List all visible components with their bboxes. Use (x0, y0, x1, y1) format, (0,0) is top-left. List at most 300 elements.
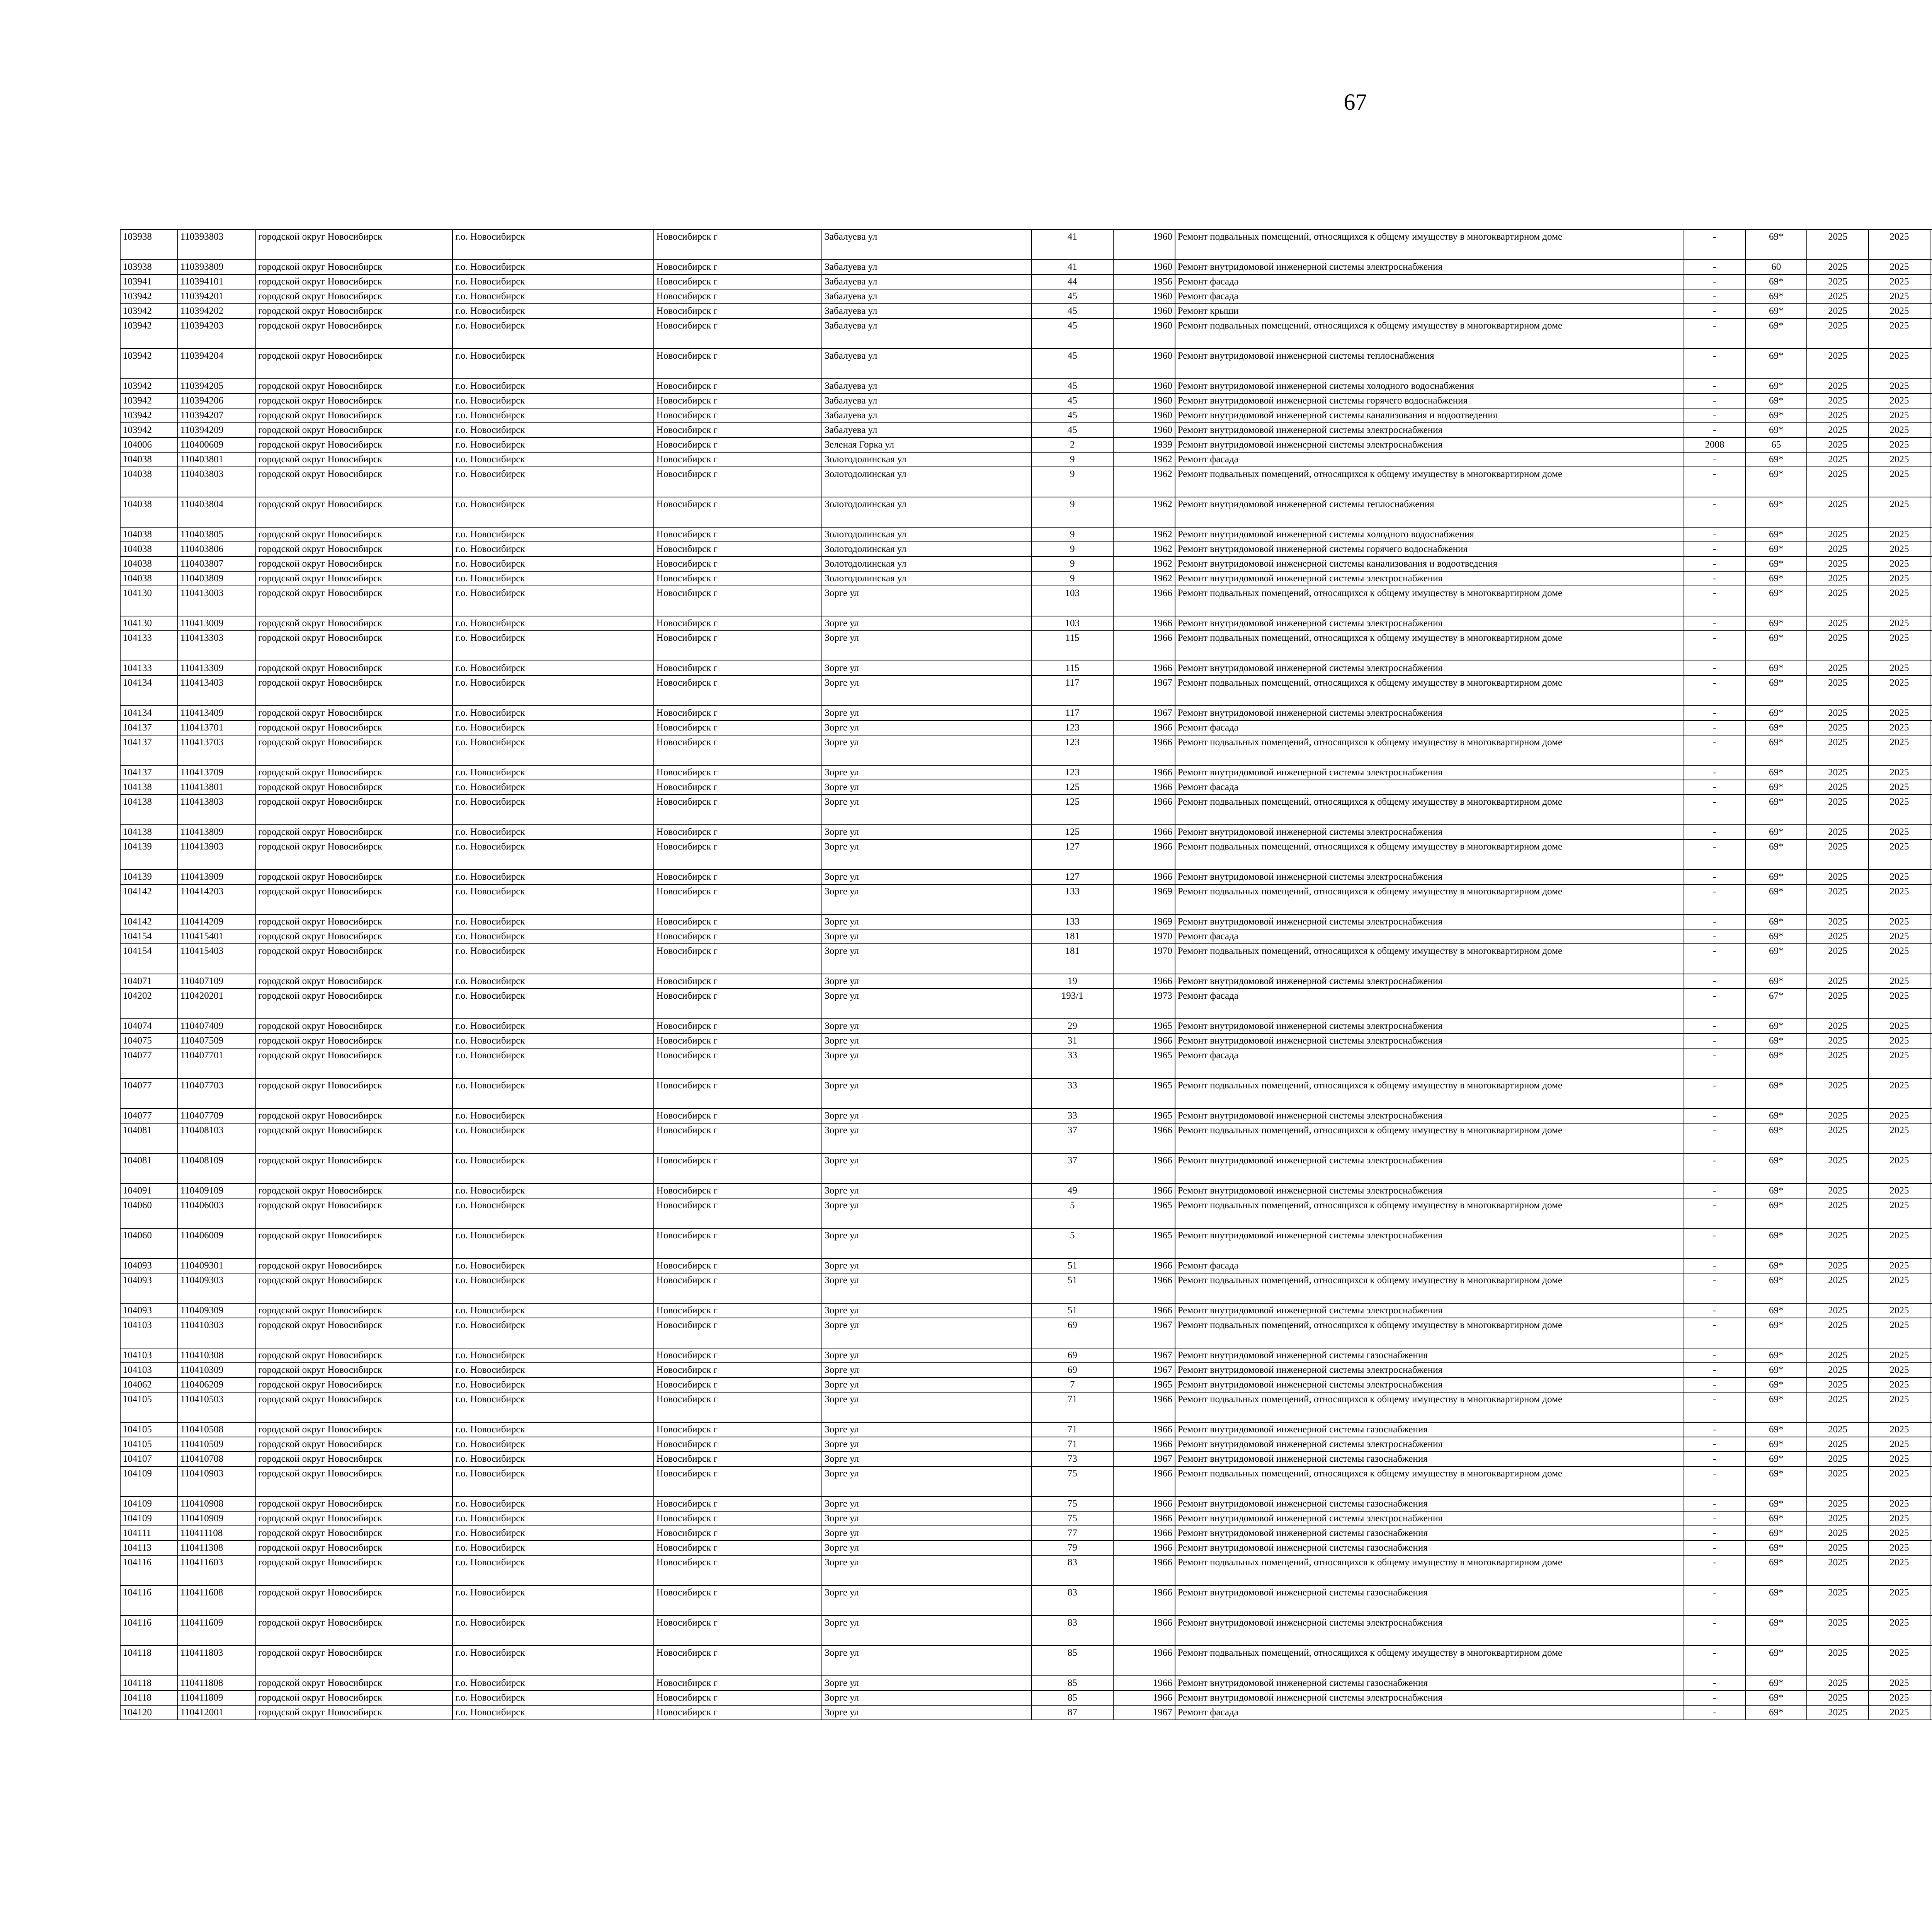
cell-build-year: 1966 (1113, 1033, 1175, 1048)
cell-house-number: 5 (1031, 1228, 1113, 1258)
table-row (120, 1392, 1932, 1422)
cell-settlement: Новосибирск г (654, 1363, 822, 1377)
cell-total-cost (1930, 795, 1932, 825)
cell-settlement: Новосибирск г (654, 706, 822, 720)
cell-work-id: 110411603 (178, 1555, 256, 1585)
cell-house-id: 103942 (120, 304, 178, 318)
cell-work-id: 110409303 (178, 1273, 256, 1303)
cell-total-cost (1930, 438, 1932, 452)
cell-settlement: Новосибирск г (654, 274, 822, 289)
cell-plan-year-end: 2025 (1869, 586, 1930, 616)
cell-work-type: Ремонт подвальных помещений, относящихся к общему имуществу в многоквартирном доме (1175, 631, 1684, 661)
cell-municipality: г.о. Новосибирск (452, 423, 653, 438)
cell-plan-year-start: 2025 (1807, 1555, 1868, 1585)
cell-work-id: 110409309 (178, 1303, 256, 1318)
cell-municipality: г.о. Новосибирск (452, 1153, 653, 1183)
cell-build-year: 1966 (1113, 1555, 1175, 1585)
cell-plan-year-end: 2025 (1869, 1153, 1930, 1183)
cell-work-id: 110394207 (178, 408, 256, 423)
cell-municipal-district: городской округ Новосибирск (256, 1348, 453, 1363)
cell-street: Золотодолинская ул (822, 542, 1031, 557)
cell-municipal-district: городской округ Новосибирск (256, 304, 453, 318)
cell-municipality: г.о. Новосибирск (452, 393, 653, 408)
cell-plan-year-start: 2025 (1807, 349, 1868, 379)
cell-settlement: Новосибирск г (654, 452, 822, 467)
cell-street: Зорге ул (822, 884, 1031, 914)
cell-street: Зорге ул (822, 1348, 1031, 1363)
cell-plan-year-start: 2025 (1807, 870, 1868, 884)
cell-plan-year-end: 2025 (1869, 825, 1930, 839)
cell-municipal-district: городской округ Новосибирск (256, 452, 453, 467)
cell-municipality: г.о. Новосибирск (452, 1437, 653, 1452)
cell-settlement: Новосибирск г (654, 1123, 822, 1153)
table-row (120, 260, 1932, 274)
cell-build-year: 1966 (1113, 974, 1175, 989)
table-row (120, 571, 1932, 586)
cell-prev-repair-year: - (1684, 274, 1745, 289)
cell-house-number: 181 (1031, 944, 1113, 974)
cell-house-id: 104062 (120, 1377, 178, 1392)
cell-wear-percent: 69* (1745, 1437, 1807, 1452)
table-row (120, 557, 1932, 571)
cell-total-cost (1930, 1437, 1932, 1452)
cell-wear-percent: 69* (1745, 304, 1807, 318)
cell-municipality: г.о. Новосибирск (452, 1526, 653, 1541)
cell-build-year: 1966 (1113, 1526, 1175, 1541)
cell-street: Зорге ул (822, 1108, 1031, 1123)
table-row (120, 1318, 1932, 1348)
cell-work-type: Ремонт фасада (1175, 929, 1684, 944)
cell-municipal-district: городской округ Новосибирск (256, 1048, 453, 1078)
cell-work-id: 110406009 (178, 1228, 256, 1258)
cell-build-year: 1960 (1113, 318, 1175, 349)
cell-plan-year-end: 2025 (1869, 438, 1930, 452)
cell-build-year: 1966 (1113, 1303, 1175, 1318)
cell-plan-year-start: 2025 (1807, 260, 1868, 274)
cell-work-id: 110394206 (178, 393, 256, 408)
cell-municipal-district: городской округ Новосибирск (256, 1496, 453, 1511)
cell-municipality: г.о. Новосибирск (452, 795, 653, 825)
cell-wear-percent: 69* (1745, 289, 1807, 304)
cell-municipality: г.о. Новосибирск (452, 765, 653, 780)
cell-plan-year-start: 2025 (1807, 1303, 1868, 1318)
table-row (120, 1273, 1932, 1303)
cell-total-cost (1930, 974, 1932, 989)
cell-prev-repair-year: - (1684, 289, 1745, 304)
cell-total-cost (1930, 1646, 1932, 1676)
cell-municipality: г.о. Новосибирск (452, 1048, 653, 1078)
cell-prev-repair-year: - (1684, 1377, 1745, 1392)
cell-work-type: Ремонт внутридомовой инженерной системы газоснабжения (1175, 1585, 1684, 1616)
cell-build-year: 1966 (1113, 839, 1175, 870)
cell-plan-year-start: 2025 (1807, 989, 1868, 1019)
cell-house-number: 51 (1031, 1303, 1113, 1318)
cell-wear-percent: 69* (1745, 1198, 1807, 1228)
cell-plan-year-end: 2025 (1869, 735, 1930, 765)
cell-work-id: 110410508 (178, 1422, 256, 1437)
cell-house-number: 103 (1031, 586, 1113, 616)
cell-prev-repair-year: - (1684, 1646, 1745, 1676)
cell-plan-year-end: 2025 (1869, 571, 1930, 586)
cell-work-id: 110413909 (178, 870, 256, 884)
cell-settlement: Новосибирск г (654, 1646, 822, 1676)
cell-wear-percent: 69* (1745, 1019, 1807, 1033)
cell-build-year: 1960 (1113, 289, 1175, 304)
cell-wear-percent: 69* (1745, 452, 1807, 467)
cell-plan-year-end: 2025 (1869, 452, 1930, 467)
cell-municipality: г.о. Новосибирск (452, 318, 653, 349)
cell-house-id: 103938 (120, 260, 178, 274)
cell-municipal-district: городской округ Новосибирск (256, 1511, 453, 1526)
cell-house-id: 104133 (120, 631, 178, 661)
cell-plan-year-end: 2025 (1869, 1555, 1930, 1585)
table-row (120, 408, 1932, 423)
cell-settlement: Новосибирск г (654, 1198, 822, 1228)
cell-municipal-district: городской округ Новосибирск (256, 586, 453, 616)
cell-municipal-district: городской округ Новосибирск (256, 1303, 453, 1318)
cell-total-cost (1930, 944, 1932, 974)
cell-house-number: 117 (1031, 706, 1113, 720)
cell-plan-year-start: 2025 (1807, 230, 1868, 260)
cell-plan-year-end: 2025 (1869, 1496, 1930, 1511)
cell-work-id: 110412001 (178, 1705, 256, 1720)
cell-municipality: г.о. Новосибирск (452, 1585, 653, 1616)
cell-build-year: 1960 (1113, 304, 1175, 318)
cell-house-number: 125 (1031, 825, 1113, 839)
cell-house-id: 104038 (120, 571, 178, 586)
cell-house-number: 85 (1031, 1646, 1113, 1676)
cell-house-id: 104137 (120, 765, 178, 780)
cell-work-type: Ремонт подвальных помещений, относящихся к общему имуществу в многоквартирном доме (1175, 839, 1684, 870)
table-row (120, 676, 1932, 706)
cell-prev-repair-year: - (1684, 1228, 1745, 1258)
cell-prev-repair-year: - (1684, 1078, 1745, 1108)
cell-house-id: 104116 (120, 1555, 178, 1585)
cell-prev-repair-year: - (1684, 1108, 1745, 1123)
cell-plan-year-start: 2025 (1807, 586, 1868, 616)
cell-municipality: г.о. Новосибирск (452, 1183, 653, 1198)
cell-wear-percent: 69* (1745, 557, 1807, 571)
cell-municipality: г.о. Новосибирск (452, 974, 653, 989)
table-row (120, 795, 1932, 825)
cell-municipal-district: городской округ Новосибирск (256, 393, 453, 408)
cell-street: Зорге ул (822, 1153, 1031, 1183)
cell-municipal-district: городской округ Новосибирск (256, 1646, 453, 1676)
cell-work-id: 110410909 (178, 1511, 256, 1526)
cell-municipal-district: городской округ Новосибирск (256, 1452, 453, 1466)
cell-street: Забалуева ул (822, 274, 1031, 289)
cell-prev-repair-year: - (1684, 467, 1745, 497)
cell-municipality: г.о. Новосибирск (452, 1228, 653, 1258)
cell-street: Зорге ул (822, 661, 1031, 676)
cell-municipal-district: городской округ Новосибирск (256, 318, 453, 349)
cell-work-type: Ремонт внутридомовой инженерной системы электроснабжения (1175, 571, 1684, 586)
cell-work-type: Ремонт внутридомовой инженерной системы электроснабжения (1175, 616, 1684, 631)
cell-build-year: 1970 (1113, 929, 1175, 944)
cell-plan-year-end: 2025 (1869, 1318, 1930, 1348)
cell-street: Зорге ул (822, 1676, 1031, 1691)
cell-municipal-district: городской округ Новосибирск (256, 616, 453, 631)
cell-wear-percent: 69* (1745, 974, 1807, 989)
cell-house-number: 45 (1031, 393, 1113, 408)
cell-plan-year-end: 2025 (1869, 1183, 1930, 1198)
cell-work-id: 110420201 (178, 989, 256, 1019)
cell-wear-percent: 69* (1745, 1228, 1807, 1258)
cell-work-type: Ремонт внутридомовой инженерной системы электроснабжения (1175, 1033, 1684, 1048)
cell-prev-repair-year: - (1684, 870, 1745, 884)
cell-work-id: 110411808 (178, 1676, 256, 1691)
table-row (120, 1019, 1932, 1033)
cell-municipality: г.о. Новосибирск (452, 1258, 653, 1273)
cell-total-cost (1930, 1377, 1932, 1392)
cell-municipal-district: городской округ Новосибирск (256, 735, 453, 765)
cell-municipal-district: городской округ Новосибирск (256, 1183, 453, 1198)
table-row (120, 289, 1932, 304)
cell-house-number: 9 (1031, 467, 1113, 497)
cell-plan-year-end: 2025 (1869, 1466, 1930, 1496)
cell-wear-percent: 69* (1745, 944, 1807, 974)
cell-build-year: 1962 (1113, 527, 1175, 542)
cell-prev-repair-year: - (1684, 1258, 1745, 1273)
cell-street: Зорге ул (822, 1303, 1031, 1318)
cell-prev-repair-year: - (1684, 1363, 1745, 1377)
cell-prev-repair-year: - (1684, 735, 1745, 765)
cell-work-type: Ремонт внутридомовой инженерной системы электроснабжения (1175, 1108, 1684, 1123)
cell-total-cost (1930, 1183, 1932, 1198)
cell-work-type: Ремонт фасада (1175, 1048, 1684, 1078)
cell-municipality: г.о. Новосибирск (452, 989, 653, 1019)
cell-house-id: 104038 (120, 467, 178, 497)
cell-settlement: Новосибирск г (654, 1526, 822, 1541)
cell-work-id: 110410309 (178, 1363, 256, 1377)
table-row (120, 765, 1932, 780)
cell-house-id: 103942 (120, 393, 178, 408)
cell-house-id: 104118 (120, 1691, 178, 1705)
cell-house-number: 127 (1031, 870, 1113, 884)
cell-total-cost (1930, 452, 1932, 467)
cell-build-year: 1965 (1113, 1228, 1175, 1258)
cell-settlement: Новосибирск г (654, 974, 822, 989)
cell-plan-year-start: 2025 (1807, 274, 1868, 289)
cell-wear-percent: 69* (1745, 676, 1807, 706)
cell-total-cost (1930, 765, 1932, 780)
cell-settlement: Новосибирск г (654, 1422, 822, 1437)
table-row (120, 1377, 1932, 1392)
cell-plan-year-start: 2025 (1807, 929, 1868, 944)
cell-plan-year-start: 2025 (1807, 1616, 1868, 1646)
cell-work-type: Ремонт подвальных помещений, относящихся к общему имуществу в многоквартирном доме (1175, 1123, 1684, 1153)
cell-wear-percent: 69* (1745, 661, 1807, 676)
cell-municipality: г.о. Новосибирск (452, 289, 653, 304)
cell-build-year: 1966 (1113, 825, 1175, 839)
cell-municipal-district: городской округ Новосибирск (256, 1123, 453, 1153)
cell-wear-percent: 69* (1745, 586, 1807, 616)
cell-work-id: 110413003 (178, 586, 256, 616)
cell-municipality: г.о. Новосибирск (452, 1033, 653, 1048)
cell-total-cost (1930, 1555, 1932, 1585)
cell-work-type: Ремонт подвальных помещений, относящихся к общему имуществу в многоквартирном доме (1175, 1198, 1684, 1228)
cell-prev-repair-year: - (1684, 586, 1745, 616)
table-row (120, 586, 1932, 616)
cell-wear-percent: 69* (1745, 318, 1807, 349)
cell-municipality: г.о. Новосибирск (452, 944, 653, 974)
cell-municipal-district: городской округ Новосибирск (256, 1108, 453, 1123)
cell-build-year: 1956 (1113, 274, 1175, 289)
cell-municipal-district: городской округ Новосибирск (256, 497, 453, 527)
cell-settlement: Новосибирск г (654, 1511, 822, 1526)
cell-work-type: Ремонт внутридомовой инженерной системы электроснабжения (1175, 765, 1684, 780)
cell-wear-percent: 69* (1745, 1273, 1807, 1303)
cell-house-number: 51 (1031, 1273, 1113, 1303)
table-row (120, 274, 1932, 289)
cell-build-year: 1962 (1113, 557, 1175, 571)
table-row (120, 1078, 1932, 1108)
cell-settlement: Новосибирск г (654, 527, 822, 542)
cell-plan-year-start: 2025 (1807, 467, 1868, 497)
cell-total-cost (1930, 542, 1932, 557)
page-number: 67 (1344, 89, 1367, 115)
cell-settlement: Новосибирск г (654, 1078, 822, 1108)
cell-house-id: 103942 (120, 423, 178, 438)
cell-house-id: 104038 (120, 527, 178, 542)
cell-total-cost (1930, 318, 1932, 349)
cell-prev-repair-year: - (1684, 616, 1745, 631)
cell-build-year: 1967 (1113, 706, 1175, 720)
cell-street: Зорге ул (822, 1466, 1031, 1496)
cell-prev-repair-year: - (1684, 1422, 1745, 1437)
cell-street: Зорге ул (822, 1526, 1031, 1541)
cell-total-cost (1930, 1676, 1932, 1691)
cell-prev-repair-year: - (1684, 260, 1745, 274)
cell-settlement: Новосибирск г (654, 230, 822, 260)
table-row (120, 1555, 1932, 1585)
cell-total-cost (1930, 1258, 1932, 1273)
cell-house-id: 104074 (120, 1019, 178, 1033)
cell-street: Зорге ул (822, 1078, 1031, 1108)
cell-plan-year-end: 2025 (1869, 989, 1930, 1019)
cell-work-type: Ремонт внутридомовой инженерной системы электроснабжения (1175, 1228, 1684, 1258)
cell-house-number: 9 (1031, 557, 1113, 571)
cell-build-year: 1966 (1113, 1616, 1175, 1646)
cell-plan-year-end: 2025 (1869, 765, 1930, 780)
cell-total-cost (1930, 1108, 1932, 1123)
cell-work-type: Ремонт внутридомовой инженерной системы газоснабжения (1175, 1676, 1684, 1691)
cell-house-id: 104006 (120, 438, 178, 452)
cell-prev-repair-year: - (1684, 1616, 1745, 1646)
table-row (120, 1033, 1932, 1048)
cell-municipality: г.о. Новосибирск (452, 1303, 653, 1318)
cell-wear-percent: 69* (1745, 349, 1807, 379)
cell-wear-percent: 69* (1745, 274, 1807, 289)
cell-work-id: 110411308 (178, 1541, 256, 1555)
cell-house-id: 104093 (120, 1258, 178, 1273)
cell-house-number: 51 (1031, 1258, 1113, 1273)
cell-municipal-district: городской округ Новосибирск (256, 1392, 453, 1422)
cell-build-year: 1966 (1113, 1466, 1175, 1496)
cell-street: Зорге ул (822, 1691, 1031, 1705)
cell-street: Зорге ул (822, 929, 1031, 944)
cell-work-type: Ремонт внутридомовой инженерной системы электроснабжения (1175, 706, 1684, 720)
cell-total-cost (1930, 1123, 1932, 1153)
cell-work-id: 110415403 (178, 944, 256, 974)
cell-street: Забалуева ул (822, 379, 1031, 393)
cell-total-cost (1930, 586, 1932, 616)
cell-plan-year-start: 2025 (1807, 1228, 1868, 1258)
cell-plan-year-start: 2025 (1807, 408, 1868, 423)
table-row (120, 379, 1932, 393)
cell-house-id: 104075 (120, 1033, 178, 1048)
cell-municipal-district: городской округ Новосибирск (256, 1273, 453, 1303)
cell-settlement: Новосибирск г (654, 1033, 822, 1048)
cell-settlement: Новосибирск г (654, 1318, 822, 1348)
cell-prev-repair-year: - (1684, 839, 1745, 870)
cell-settlement: Новосибирск г (654, 884, 822, 914)
cell-plan-year-end: 2025 (1869, 542, 1930, 557)
cell-municipality: г.о. Новосибирск (452, 1123, 653, 1153)
cell-plan-year-start: 2025 (1807, 438, 1868, 452)
cell-house-id: 103942 (120, 408, 178, 423)
cell-work-type: Ремонт фасада (1175, 452, 1684, 467)
cell-municipality: г.о. Новосибирск (452, 527, 653, 542)
cell-municipality: г.о. Новосибирск (452, 631, 653, 661)
cell-build-year: 1966 (1113, 1585, 1175, 1616)
cell-prev-repair-year: - (1684, 318, 1745, 349)
cell-municipal-district: городской округ Новосибирск (256, 527, 453, 542)
cell-house-number: 33 (1031, 1078, 1113, 1108)
cell-wear-percent: 69* (1745, 527, 1807, 542)
cell-plan-year-end: 2025 (1869, 780, 1930, 795)
cell-municipality: г.о. Новосибирск (452, 1646, 653, 1676)
cell-house-id: 104060 (120, 1198, 178, 1228)
table-row (120, 1303, 1932, 1318)
cell-house-number: 75 (1031, 1511, 1113, 1526)
cell-street: Зорге ул (822, 1318, 1031, 1348)
cell-municipality: г.о. Новосибирск (452, 720, 653, 735)
cell-work-type: Ремонт внутридомовой инженерной системы канализования и водоотведения (1175, 408, 1684, 423)
cell-work-type: Ремонт подвальных помещений, относящихся к общему имуществу в многоквартирном доме (1175, 795, 1684, 825)
cell-plan-year-start: 2025 (1807, 631, 1868, 661)
cell-work-id: 110406209 (178, 1377, 256, 1392)
cell-plan-year-end: 2025 (1869, 408, 1930, 423)
cell-wear-percent: 69* (1745, 1646, 1807, 1676)
cell-settlement: Новосибирск г (654, 586, 822, 616)
cell-municipal-district: городской округ Новосибирск (256, 542, 453, 557)
cell-house-number: 103 (1031, 616, 1113, 631)
cell-total-cost (1930, 1585, 1932, 1616)
cell-house-number: 41 (1031, 230, 1113, 260)
cell-plan-year-start: 2025 (1807, 1123, 1868, 1153)
cell-municipality: г.о. Новосибирск (452, 1019, 653, 1033)
cell-street: Зорге ул (822, 706, 1031, 720)
cell-total-cost (1930, 780, 1932, 795)
cell-municipality: г.о. Новосибирск (452, 1452, 653, 1466)
cell-settlement: Новосибирск г (654, 616, 822, 631)
cell-street: Зорге ул (822, 1392, 1031, 1422)
cell-prev-repair-year: 2008 (1684, 438, 1745, 452)
cell-settlement: Новосибирск г (654, 467, 822, 497)
cell-plan-year-end: 2025 (1869, 1348, 1930, 1363)
table-row (120, 497, 1932, 527)
cell-wear-percent: 69* (1745, 1496, 1807, 1511)
cell-wear-percent: 69* (1745, 631, 1807, 661)
cell-plan-year-end: 2025 (1869, 676, 1930, 706)
cell-plan-year-start: 2025 (1807, 1273, 1868, 1303)
cell-work-type: Ремонт подвальных помещений, относящихся к общему имуществу в многоквартирном доме (1175, 1078, 1684, 1108)
cell-plan-year-end: 2025 (1869, 1526, 1930, 1541)
cell-house-number: 77 (1031, 1526, 1113, 1541)
cell-house-id: 104103 (120, 1363, 178, 1377)
cell-build-year: 1960 (1113, 379, 1175, 393)
